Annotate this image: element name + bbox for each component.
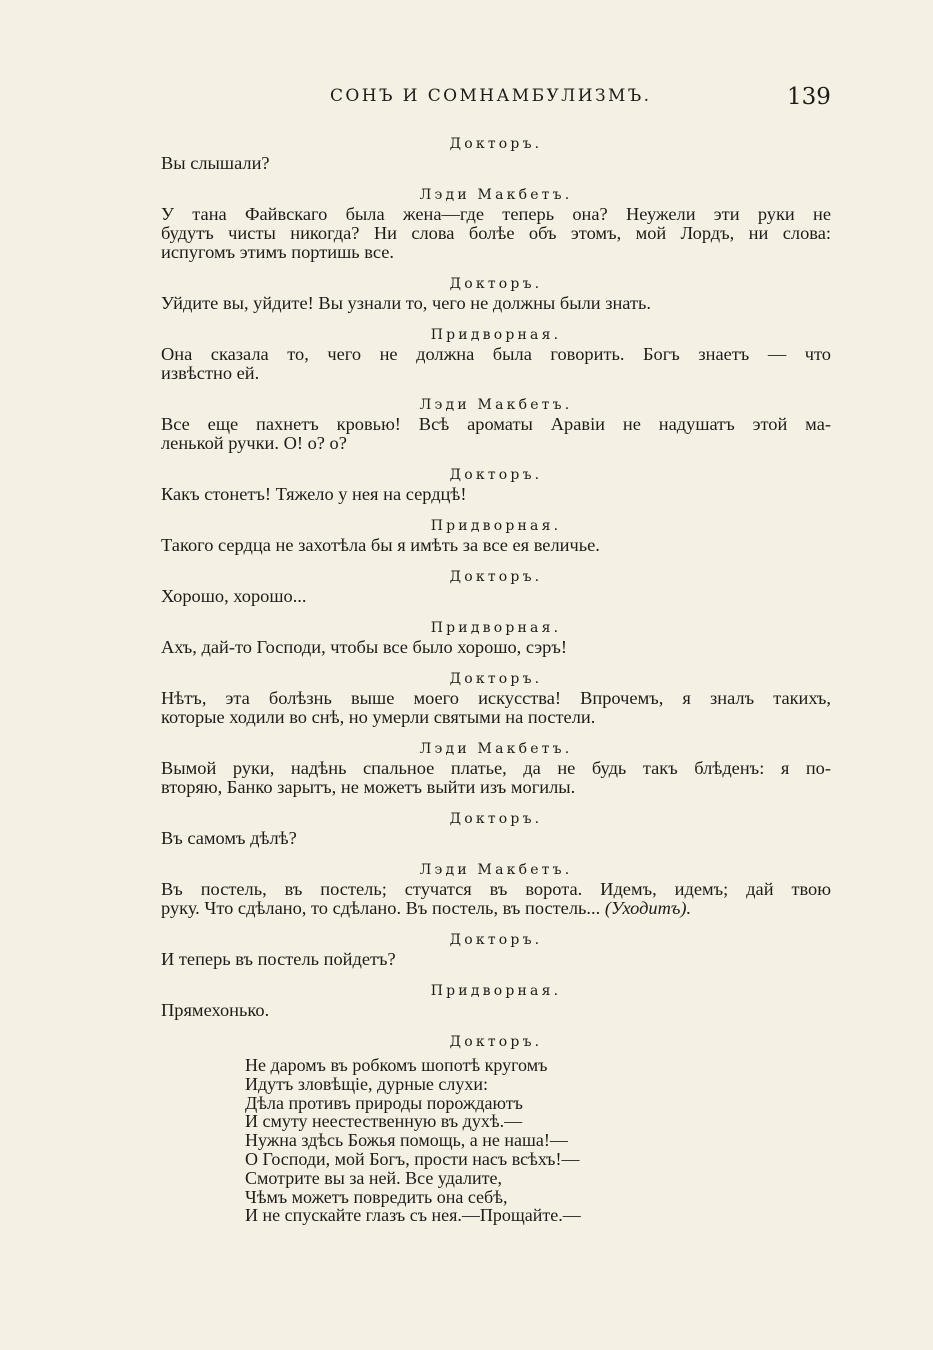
speech-line xyxy=(161,638,831,657)
speech-line xyxy=(161,345,831,364)
speech-text xyxy=(161,294,831,313)
speaker-name: Докторъ. xyxy=(449,932,543,948)
speech-line-text: И теперь въ постель пойдетъ? xyxy=(161,949,396,969)
speech-line xyxy=(161,224,831,243)
speech-text xyxy=(161,587,831,606)
speaker-name: Докторъ. xyxy=(449,136,543,152)
speech-line xyxy=(161,899,831,918)
speaker-name: Докторъ. xyxy=(449,569,543,585)
speech-line xyxy=(161,708,831,727)
verse-block xyxy=(245,1056,831,1225)
speech-text xyxy=(161,536,831,555)
speech-line xyxy=(161,415,831,434)
verse-line: О Господи, мой Богъ, прости насъ всѣхъ!— xyxy=(245,1148,580,1169)
speech-text xyxy=(161,415,831,453)
speech-line-text: Въ постель, въ постель; стучатся въ ворота. Идемъ, идемъ; дай твою xyxy=(161,879,831,899)
speech-line-text: Все еще пахнетъ кровью! Всѣ ароматы Аравіи не надушатъ этой ма- xyxy=(161,414,831,434)
speech-line xyxy=(161,364,831,383)
speech-line-text: Нѣтъ, эта болѣзнь выше моего искусства! Впрочемъ, я зналъ такихъ, xyxy=(161,688,831,708)
speaker-name: Придворная. xyxy=(430,327,562,343)
speaker-name: Лэди Макбетъ. xyxy=(419,862,573,878)
verse-line: Дѣла противъ природы порождаютъ xyxy=(245,1092,523,1113)
speech-line xyxy=(161,587,831,606)
speech-line-text: извѣстно ей. xyxy=(161,363,260,383)
running-title: СОНЪ И СОМНАМБУЛИЗМЪ. xyxy=(330,86,652,106)
speech-line xyxy=(161,829,831,848)
speech-line-text: Въ самомъ дѣлѣ? xyxy=(161,828,297,848)
speech-line-text: вторяю, Банко зарытъ, не можетъ выйти изъ могилы. xyxy=(161,777,576,797)
speech-text xyxy=(161,759,831,797)
speech-line-text: Прямехонько. xyxy=(161,1000,270,1020)
speaker-name: Придворная. xyxy=(430,620,562,636)
speech-text xyxy=(161,829,831,848)
speaker-name: Лэди Макбетъ. xyxy=(419,187,573,203)
speech-line-text: Вымой руки, надѣнь спальное платье, да не будь такъ блѣденъ: я по- xyxy=(161,758,831,778)
verse-line: Чѣмъ можетъ повредить она себѣ, xyxy=(245,1186,508,1207)
speech-text xyxy=(161,950,831,969)
speech-line-text: руку. Что сдѣлано, то сдѣлано. Въ постель, въ постель... xyxy=(161,898,601,918)
speech-line xyxy=(161,434,831,453)
speech-line-text: Вы слышали? xyxy=(161,153,270,173)
speech-line-text: будутъ чисты никогда? Ни слова болѣе объ этомъ, мой Лордъ, ни слова: xyxy=(161,223,831,243)
dialogue xyxy=(161,134,831,1020)
speech-line xyxy=(161,778,831,797)
speaker-name: Докторъ. xyxy=(449,811,543,827)
speech-line-text: У тана Файвскаго была жена—где теперь она? Неужели эти руки не xyxy=(161,204,831,224)
speech-line xyxy=(161,243,831,262)
speech-line-text: Она сказала то, чего не должна была говорить. Богъ знаетъ — что xyxy=(161,344,831,364)
speech-line xyxy=(161,536,831,555)
stage-direction: (Уходитъ). xyxy=(604,898,692,918)
verse-line: И смуту неестественную въ духѣ.— xyxy=(245,1111,523,1132)
speech-text xyxy=(161,345,831,383)
speaker-name: Докторъ. xyxy=(449,671,543,687)
page-number: 139 xyxy=(787,84,831,110)
speech-line xyxy=(161,759,831,778)
speaker-name: Докторъ. xyxy=(449,467,543,483)
speaker-name: Докторъ. xyxy=(449,276,543,292)
speech-line xyxy=(161,485,831,504)
speech-line-text: ленькой ручки. О! о? о? xyxy=(161,433,347,453)
speech-line-text: Ахъ, дай-то Господи, чтобы все было хорошо, сэръ! xyxy=(161,637,567,657)
speech-line xyxy=(161,689,831,708)
speech-text xyxy=(161,485,831,504)
speech-line-text: Такого сердца не захотѣла бы я имѣть за все ея величье. xyxy=(161,535,600,555)
speech-line-text: Уйдите вы, уйдите! Вы узнали то, чего не должны были знать. xyxy=(161,293,652,313)
speech-text xyxy=(161,880,831,918)
speaker-name: Лэди Макбетъ. xyxy=(419,741,573,757)
speech-text xyxy=(161,689,831,727)
speech-line-text: которые ходили во снѣ, но умерли святыми на постели. xyxy=(161,707,596,727)
speech-line-text: испугомъ этимъ портишь все. xyxy=(161,242,394,262)
speech-line xyxy=(161,294,831,313)
speech-line xyxy=(161,205,831,224)
speech-line-text: Хорошо, хорошо... xyxy=(161,586,307,606)
speech-text xyxy=(161,638,831,657)
speech-line xyxy=(161,880,831,899)
speech-text xyxy=(161,205,831,262)
speaker-name: Лэди Макбетъ. xyxy=(419,397,573,413)
speech-line xyxy=(161,1001,831,1020)
verse-line: Не даромъ въ робкомъ шопотѣ кругомъ xyxy=(245,1055,548,1075)
verse-line: Нужна здѣсь Божья помощь, а не наша!— xyxy=(245,1130,568,1151)
speech-line xyxy=(161,950,831,969)
speech-line xyxy=(161,154,831,173)
speech-text xyxy=(161,154,831,173)
speaker-name: Придворная. xyxy=(430,983,562,999)
speaker-name: Придворная. xyxy=(430,518,562,534)
play-text xyxy=(161,134,831,1225)
speech-line-text: Какъ стонетъ! Тяжело у нея на сердцѣ! xyxy=(161,484,467,504)
speaker-name: Докторъ. xyxy=(449,1034,543,1050)
verse-line: Смотрите вы за ней. Все удалите, xyxy=(245,1167,503,1188)
verse-line: Идутъ зловѣщіе, дурные слухи: xyxy=(245,1073,489,1094)
verse-line: И не спускайте глазъ съ нея.—Прощайте.— xyxy=(245,1205,581,1226)
speech-text xyxy=(161,1001,831,1020)
